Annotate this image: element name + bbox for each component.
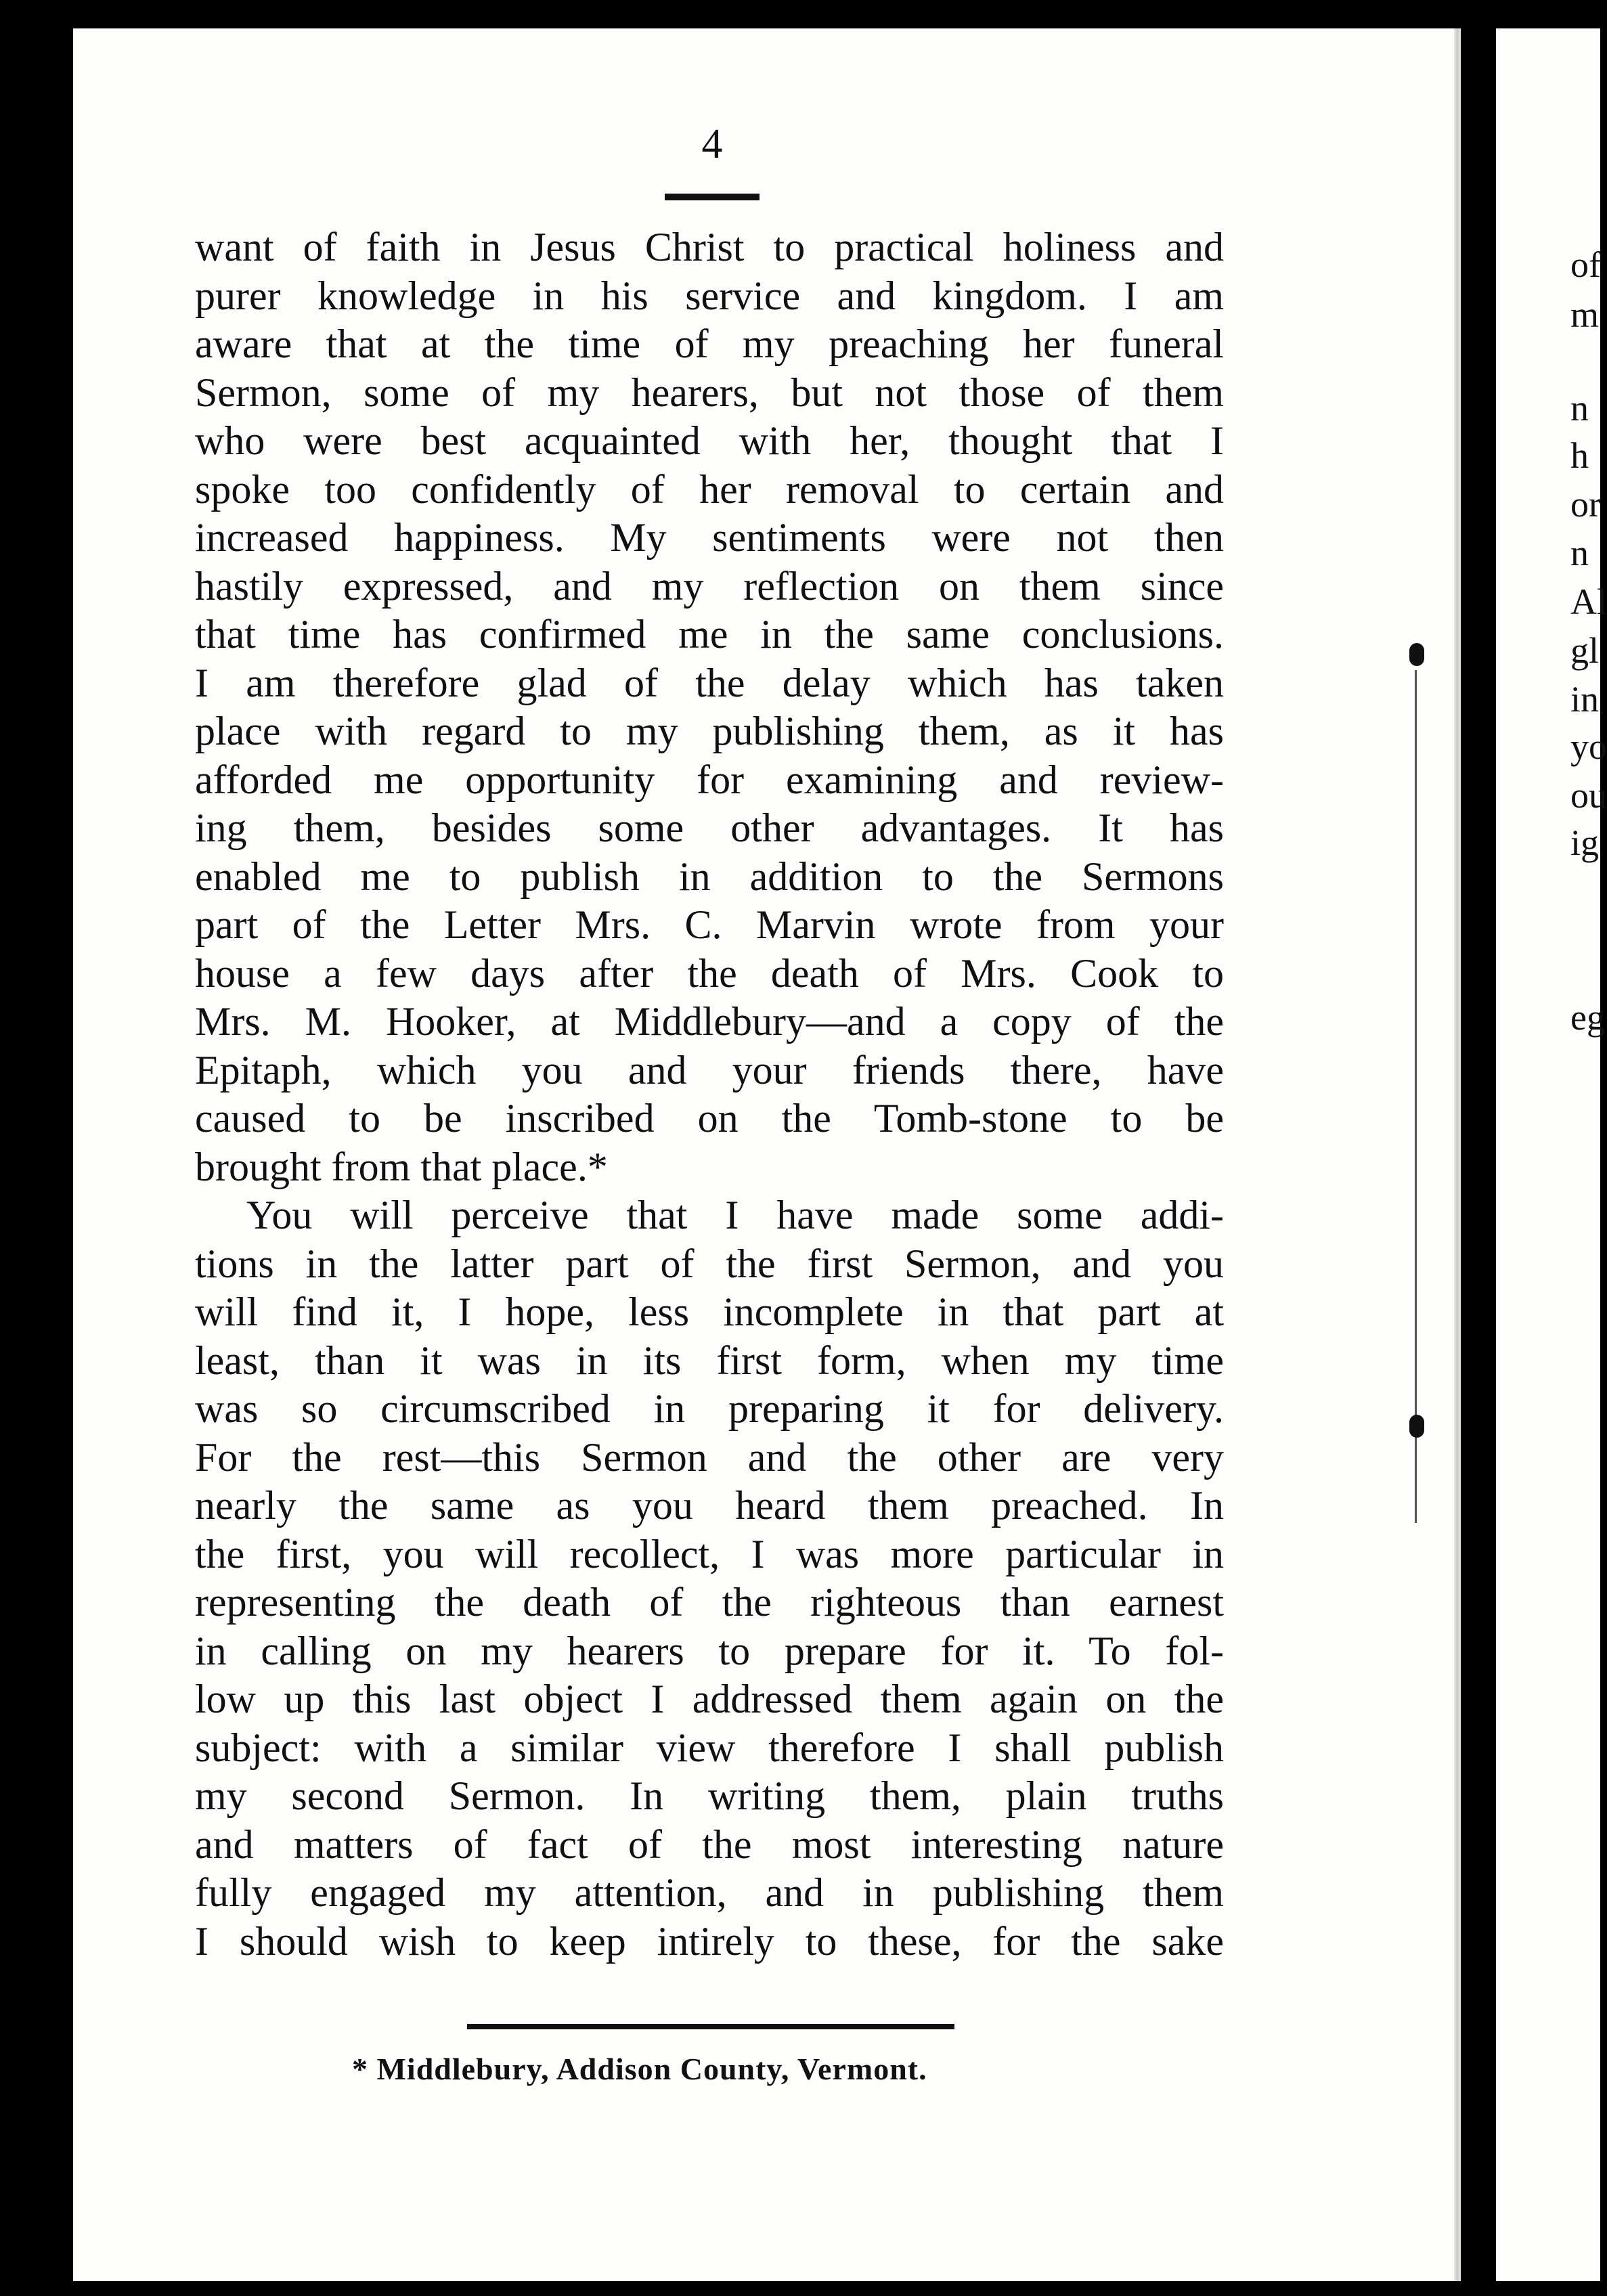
- text-line: that time has confirmed me in the same conclusions.: [195, 612, 1224, 657]
- text-line: least, than it was in its first form, when my time: [195, 1338, 1224, 1383]
- adjacent-page-fragment: gl: [1570, 630, 1600, 671]
- text-line: enabled me to publish in addition to the Sermons: [195, 854, 1224, 899]
- text-line: representing the death of the righteous than earnest: [195, 1580, 1224, 1625]
- text-line: aware that at the time of my preaching her funeral: [195, 322, 1224, 366]
- text-line: low up this last object I addressed them again on the: [195, 1677, 1224, 1721]
- adjacent-page-fragment: yo: [1570, 726, 1607, 767]
- text-line: tions in the latter part of the first Sermon, and you: [195, 1241, 1224, 1286]
- text-line: ing them, besides some other advantages. It has: [195, 805, 1224, 850]
- adjacent-page-fragment: of: [1570, 244, 1601, 285]
- text-line: purer knowledge in his service and kingdom. I am: [195, 273, 1224, 318]
- text-line: will find it, I hope, less incomplete in that part at: [195, 1289, 1224, 1334]
- text-line: Epitaph, which you and your friends there, have: [195, 1047, 1224, 1092]
- adjacent-page-fragment: or: [1570, 484, 1601, 525]
- adjacent-page-fragment: m: [1570, 294, 1600, 335]
- text-line: part of the Letter Mrs. C. Marvin wrote from your: [195, 902, 1224, 947]
- text-line: subject: with a similar view therefore I shall publish: [195, 1725, 1224, 1770]
- footnote-rule: [467, 2024, 954, 2029]
- binding-mark: [1409, 643, 1424, 666]
- text-line: Mrs. M. Hooker, at Middlebury—and a copy of the: [195, 999, 1224, 1044]
- adjacent-page-fragment: ou: [1570, 775, 1607, 816]
- text-line: fully engaged my attention, and in publishing them: [195, 1870, 1224, 1915]
- text-line: For the rest—this Sermon and the other are very: [195, 1434, 1224, 1480]
- text-line: the first, you will recollect, I was more particular in: [195, 1531, 1224, 1576]
- text-line: hastily expressed, and my reflection on them since: [195, 563, 1224, 609]
- body-text: [195, 223, 1224, 1966]
- text-line: caused to be inscribed on the Tomb-stone to be: [195, 1096, 1224, 1141]
- text-line: brought from that place.*: [195, 1144, 608, 1189]
- text-line: who were best acquainted with her, thought that I: [195, 418, 1224, 463]
- adjacent-page-fragment: in: [1570, 679, 1600, 720]
- adjacent-page-fragment: n: [1570, 388, 1589, 428]
- page-number: 4: [701, 121, 723, 167]
- text-line: was so circumscribed in preparing it for delivery.: [195, 1386, 1224, 1431]
- text-line: I should wish to keep intirely to these, for the sake: [195, 1918, 1224, 1964]
- adjacent-page-fragment: h: [1570, 435, 1589, 476]
- text-line: place with regard to my publishing them, as it has: [195, 709, 1224, 753]
- text-line: You will perceive that I have made some addi-: [246, 1193, 1224, 1237]
- adjacent-page-fragment: ig: [1570, 822, 1600, 863]
- text-line: in calling on my hearers to prepare for it. To fol-: [195, 1628, 1224, 1673]
- footnote: * Middlebury, Addison County, Vermont.: [352, 2052, 927, 2086]
- adjacent-page-fragment: Al: [1570, 581, 1607, 622]
- text-line: my second Sermon. In writing them, plain truths: [195, 1773, 1224, 1818]
- page-edge-line: [1415, 670, 1417, 1523]
- adjacent-page-fragment: eg: [1570, 997, 1605, 1038]
- page-number-rule: [665, 194, 760, 200]
- text-line: spoke too confidently of her removal to certain and: [195, 466, 1224, 512]
- text-line: want of faith in Jesus Christ to practical holiness and: [195, 225, 1224, 269]
- text-line: I am therefore glad of the delay which has taken: [195, 660, 1224, 705]
- page-fold-shadow: [1454, 28, 1461, 2281]
- text-line: afforded me opportunity for examining and review-: [195, 757, 1224, 802]
- text-line: house a few days after the death of Mrs. Cook to: [195, 950, 1224, 996]
- text-line: Sermon, some of my hearers, but not those of them: [195, 370, 1224, 415]
- adjacent-page-fragment: n: [1570, 533, 1589, 573]
- binding-mark: [1409, 1415, 1424, 1438]
- adjacent-page-edge: [1496, 28, 1607, 2281]
- text-line: nearly the same as you heard them preached. In: [195, 1483, 1224, 1528]
- text-line: and matters of fact of the most interesting nature: [195, 1822, 1224, 1867]
- text-line: increased happiness. My sentiments were not then: [195, 515, 1224, 560]
